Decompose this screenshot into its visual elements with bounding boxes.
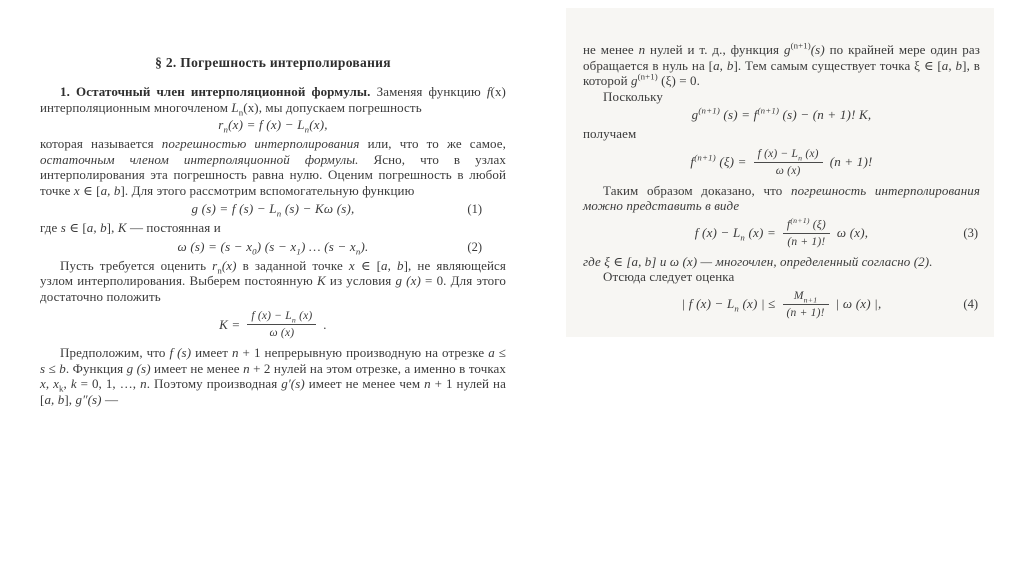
equation-k-lead: K = <box>219 316 241 332</box>
equation-f-derivative-lead: $f^{(n+1)}$ (ξ) = <box>690 152 747 169</box>
equation-3-number: (3) <box>963 226 978 240</box>
equation-k-definition <box>40 309 506 340</box>
fraction <box>783 289 829 320</box>
equation-4-number: (4) <box>963 297 978 311</box>
equation-rn-definition <box>40 117 506 133</box>
equation-g-derivative-body: $g^{(n+1)}$ $(s) = f^{(n+1)}$ (s) − (n + 1)! K, <box>691 105 872 122</box>
paragraph-where-xi: где ξ ∈ [a, b] и ω (x) — многочлен, определенный согласно (2). <box>583 253 933 269</box>
fraction-denominator: ω (x) <box>269 327 295 339</box>
fraction-numerator: f $(x) - L_n$ (x) <box>247 309 316 325</box>
paragraph-zeros-continuation: не менее n нулей и т. д., функция $g^{(n+1)}(s)$ по крайней мере один раз обращается в нуль на [a, b]. Тем самым существует точка ξ ∈ [a, b], в которой $g^{(n+1)}$ (ξ) = 0. <box>583 40 980 88</box>
equation-1-number: (1) <box>467 202 482 216</box>
paragraph-assume-derivative: Предположим, что f (s) имеет n + 1 непрерывную производную на отрезке a ≤ s ≤ b. Функция g (s) имеет не менее n + 2 нулей на этом отрезке, а именно в точках x, $x_k$, k = 0, 1, …, n. Поэтому производная g′(s) имеет не менее чем n + 1 нулей на [a, b], g″(s) — <box>40 345 507 407</box>
equation-1-body: g (s) = f $(s) - L_n$ (s) − Kω (s), <box>191 201 355 219</box>
equation-4 <box>583 289 980 320</box>
equation-3-tail: ω (x), <box>836 225 869 240</box>
paragraph-we-get: получаем <box>583 126 637 141</box>
equation-2-body: ω $(s) = (s - x_0)$ $(s - x_1)$ … $(s - x_n)$. <box>177 238 369 257</box>
equation-1 <box>40 201 506 217</box>
equation-2-number: (2) <box>467 239 482 254</box>
equation-4-lead: | f $(x) - L_n$ (x) | ≤ <box>681 296 776 314</box>
section-heading: § 2. Погрешность интерполирования <box>155 55 391 70</box>
equation-rn-body: $r_n(x) = f$ $(x) - L_n(x)$, <box>218 117 328 135</box>
paragraph-remainder-term: 1. Остаточный член интерполяционной формулы. Заменяя функцию f(x) интерполяционным многочленом $L_n(x)$, мы допускаем погрешность <box>40 84 506 118</box>
fraction-numerator: $M_{n+1}$ <box>783 289 829 305</box>
equation-g-derivative <box>583 107 980 123</box>
fraction <box>754 147 823 178</box>
fraction <box>247 309 316 340</box>
equation-4-tail: | ω (x) |, <box>835 296 882 311</box>
fraction-denominator: (n + 1)! <box>787 235 826 248</box>
paragraph-estimate-rn: Пусть требуется оценить $r_n(x)$ в заданной точке x ∈ [a, b], не являющейся узлом интерполирования. Выберем постоянную K из условия g (x) = 0. Для этого достаточно положить <box>40 257 506 304</box>
paragraph-error-name: которая называется погрешностью интерполирования или, что то же самое, остаточным членом интерполяционной формулы. Ясно, что в узлах интерполирования эта погрешность равна нулю. Оценим погрешность в любой точке x ∈ [a, b]. Для этого рассмотрим вспомогательную функцию <box>40 136 507 198</box>
right-text-column <box>566 8 994 337</box>
equation-3-lead: f $(x) - L_n$ (x) = <box>694 225 776 243</box>
equation-k-tail: . <box>323 316 327 332</box>
equation-3 <box>583 215 980 249</box>
fraction-denominator: (n + 1)! <box>786 306 825 319</box>
paragraph-where-s: где s ∈ [a, b], K — постоянная и <box>40 220 221 235</box>
equation-f-derivative-tail: (n + 1)! <box>829 154 873 169</box>
fraction-numerator: f $(x) - L_n$ (x) <box>754 147 823 163</box>
equation-f-derivative <box>583 147 980 178</box>
equation-2 <box>40 239 506 255</box>
fraction-denominator: ω (x) <box>775 164 801 177</box>
fraction-numerator: $f^{(n+1)}$ (ξ) <box>783 218 830 234</box>
paragraph-since: Поскольку <box>603 88 663 104</box>
paragraph-thus-proved: Таким образом доказано, что погрешность интерполирования можно представить в виде <box>583 182 980 213</box>
left-text-column <box>40 55 506 407</box>
fraction <box>783 215 830 249</box>
paragraph-hence-estimate: Отсюда следует оценка <box>603 269 735 284</box>
